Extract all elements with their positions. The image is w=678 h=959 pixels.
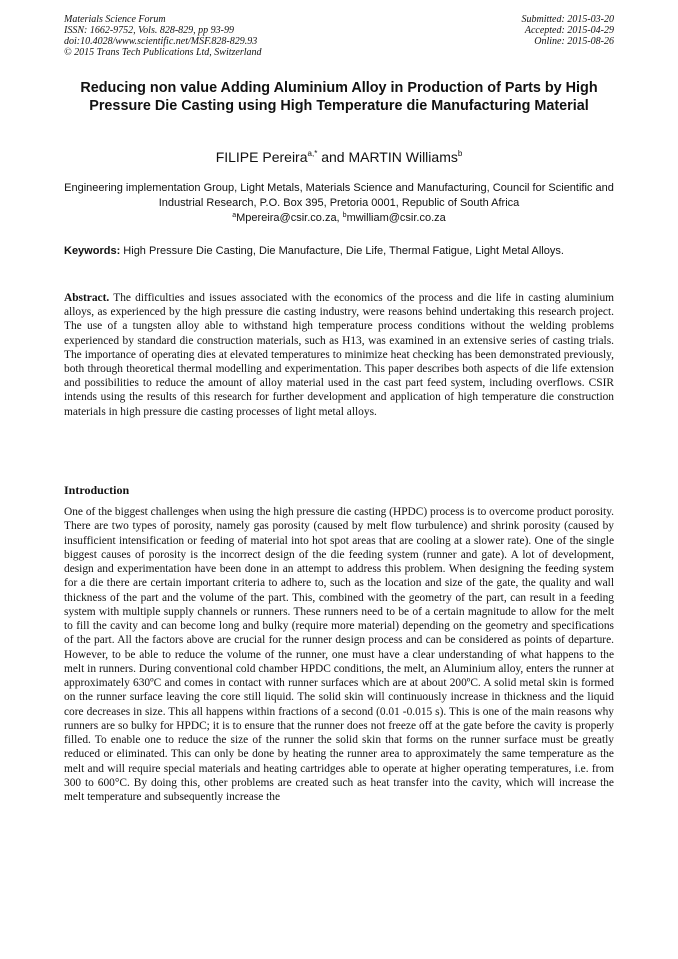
section-heading-introduction: Introduction <box>64 483 130 497</box>
author-connector: and <box>317 149 349 165</box>
author-1-affil: a,* <box>307 149 318 158</box>
author-line <box>64 148 614 166</box>
journal-copyright: © 2015 Trans Tech Publications Ltd, Switzerland <box>64 47 262 58</box>
author-1: FILIPE Pereira <box>215 149 308 165</box>
keywords <box>64 244 614 260</box>
email-line <box>64 211 614 226</box>
keywords-text: High Pressure Die Casting, Die Manufacture, Die Life, Thermal Fatigue, Light Metal Alloys. <box>120 245 564 257</box>
abstract-text: The difficulties and issues associated with the economics of the process and die life in casting aluminium alloys, as experienced by the high pressure die casting industry, were reasons behind undertaking this research project. The use of a tungsten alloy able to withstand high temperature process conditions without the welding problems experienced by standard die construction materials, such as H13, was examined in an extensive series of casting trials. The importance of operating dies at elevated temperatures to minimize heat checking has been demonstrated previously, both through theoretical thermal modelling and experimentation. This paper describes both aspects of die life extension and possibilities to reduce the amount of alloy material used in the cast part feed system, including overflows. CSIR intends using the results of this research for further development and application of high temperature die construction materials in high pressure die casting processes of light metal alloys. <box>64 292 614 418</box>
affiliation <box>64 181 614 226</box>
abstract <box>64 291 614 419</box>
journal-name: Materials Science Forum <box>64 14 166 25</box>
author-2-affil: b <box>457 149 463 158</box>
journal-doi: doi:10.4028/www.scientific.net/MSF.828-829.93 <box>64 36 258 47</box>
author-2: MARTIN Williams <box>348 149 458 165</box>
introduction-body: One of the biggest challenges when using the high pressure die casting (HPDC) process is to overcome product porosity. There are two types of porosity, namely gas porosity (caused by melt flow turbulence) and shrink porosity (caused by insufficient intensification or feeding of material into hot spot areas that are cooling at a slower rate). One of the single biggest causes of porosity is the incorrect design of the die feeding system (runner and gate). A lot of development, design and experimentation have been done in an attempt to address this problem. When designing the feeding system for a die there are certain important criteria to adhere to, such as the location and size of the gate, the quality and wall thickness of the part and the volume of the part. This, combined with the geometry of the part, can result in a feeding system with multiple supply channels or runners. These runners need to be of a certain magnitude to allow for the melt to fill the cavity and can become long and bulky (require more material) depending on the geometry and specifications of the part. All the factors above are crucial for the runner design process and can be considered as points of departure. However, to be able to reduce the volume of the runner, one must have a clear understanding of what happens to the melt in runners. During conventional cold chamber HPDC conditions, the melt, an Aluminium alloy, enters the runner at approximately 630ºC and comes in contact with runner surfaces which are at about 200ºC. A solid metal skin is formed on the runner surface leaving the core still liquid. The solid skin will continuously increase in thickness and the liquid core decreases in size. This all happens within fractions of a second (0.01 -0.015 s). This is one of the main reasons why runners are so bulky for HPDC; it is to ensure that the runner does not freeze off at the gate before the cavity is properly filled. To enable one to reduce the size of the runner the solid skin that forms on the runner surface must be greatly reduced or eliminated. This can only be done by heating the runner area to approximately the same temperature as the melt and will require special materials and heating cartridges able to operate at higher operating temperatures, i.e. from 300 to 600°C. By doing this, other problems are created such as heat transfer into the cavity, which will increase the melt temperature and subsequently increase the <box>64 506 615 803</box>
date-submitted: Submitted: 2015-03-20 <box>521 14 614 25</box>
publication-dates <box>522 14 615 47</box>
date-online: Online: 2015-08-26 <box>534 36 614 47</box>
journal-info <box>64 14 262 58</box>
affiliation-text: Engineering implementation Group, Light Metals, Materials Science and Manufacturing, Council for Scientific and Industrial Research, P.O. Box 395, Pretoria 0001, Republic of South Africa <box>64 182 614 209</box>
journal-issn: ISSN: 1662-9752, Vols. 828-829, pp 93-99 <box>64 25 234 36</box>
keywords-label: Keywords: <box>64 245 121 257</box>
abstract-label: Abstract. <box>64 292 110 304</box>
paper-title: Reducing non value Adding Aluminium Alloy in Production of Parts by High Pressure Die Casting using High Temperature die Manufacturing Material <box>80 80 598 114</box>
date-accepted: Accepted: 2015-04-29 <box>524 25 614 36</box>
email-a-marker: a <box>232 212 237 219</box>
email-a: Mpereira@csir.co.za, <box>236 212 343 224</box>
email-b: mwilliam@csir.co.za <box>346 212 446 224</box>
journal-header <box>64 14 614 58</box>
email-b-marker: b <box>342 212 347 219</box>
